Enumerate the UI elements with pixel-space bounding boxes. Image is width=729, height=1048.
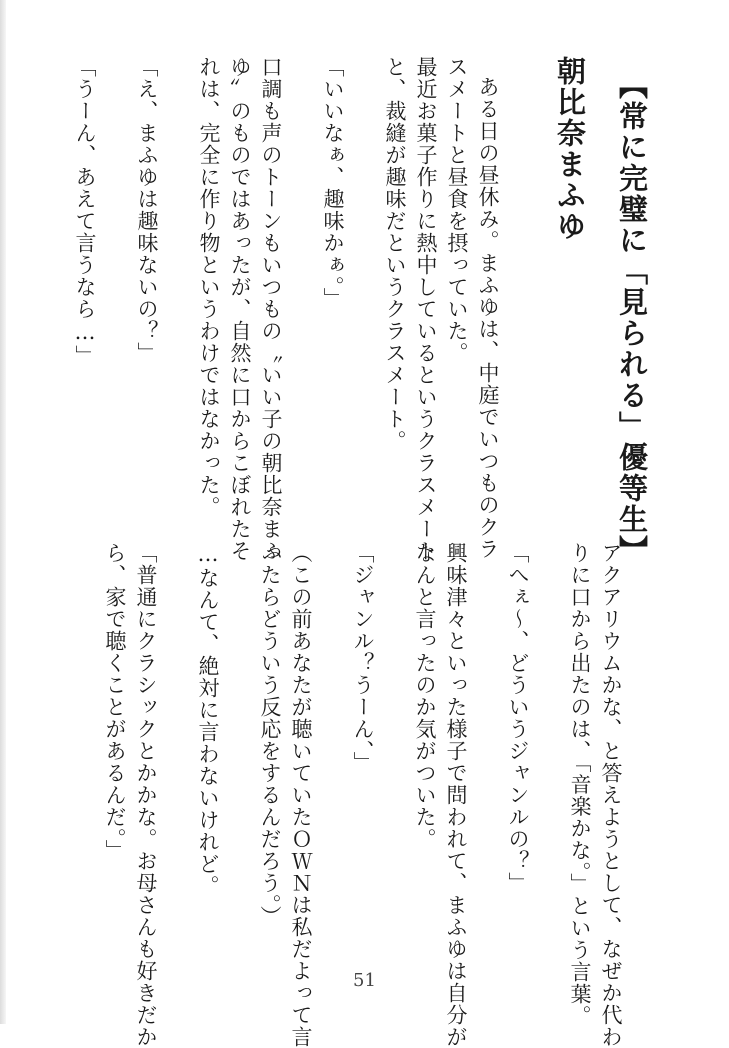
text-column: 興味津々といった様子で問われて、まふゆは自分が bbox=[444, 542, 468, 1048]
text-column: れは、完全に作り物というわけではなかった。 bbox=[197, 56, 221, 518]
text-column: 最近お菓子作りに熱中しているというクラスメート bbox=[414, 56, 438, 562]
text-column: ら、家で聴くことがあるんだ。」 bbox=[103, 542, 127, 862]
text-column: と、裁縫が趣味だというクラスメート。 bbox=[383, 56, 407, 452]
text-column: なんと言ったのか気がついた。 bbox=[413, 542, 437, 850]
text-column: 口調も声のトーンもいつもの〝いい子の朝比奈まふ bbox=[259, 56, 283, 562]
text-column: 「え、まふゆは趣味ないの？」 bbox=[135, 56, 159, 364]
text-column: ゆ〟のものではあったが、自然に口からこぼれたそ bbox=[228, 56, 252, 562]
text-column: 「いいなぁ、趣味かぁ。」 bbox=[321, 56, 345, 310]
character-name: 朝比奈まふゆ bbox=[553, 56, 587, 242]
text-column: スメートと昼食を摂っていた。 bbox=[445, 56, 469, 364]
text-column: ある日の昼休み。まふゆは、中庭でいつものクラ bbox=[476, 76, 500, 560]
text-column: 「へぇ〜、どういうジャンルの？」 bbox=[506, 542, 530, 894]
page-number: 51 bbox=[353, 970, 376, 991]
text-column: ったらどういう反応をするんだろう。） bbox=[258, 542, 282, 928]
page-edge-shadow bbox=[0, 0, 6, 1024]
chapter-title: 【常に完璧に「見られる」優等生】 bbox=[615, 70, 649, 566]
text-column: 「普通にクラシックとかかな。お母さんも好きだか bbox=[134, 542, 158, 1048]
text-column: アクアリウムかな、と答えようとして、なぜか代わ bbox=[599, 542, 623, 1048]
text-column: …なんて、絶対に言わないけれど。 bbox=[196, 542, 220, 897]
text-column: 「うーん、あえて言うなら…」 bbox=[73, 56, 97, 367]
text-column: （この前あなたが聴いていたＯＷＮは私だよって言 bbox=[289, 542, 313, 1048]
text-column: 「ジャンル？うーん、」 bbox=[351, 542, 375, 774]
text-column: りに口から出たのは、「音楽かな。」という言葉。 bbox=[568, 542, 592, 1027]
